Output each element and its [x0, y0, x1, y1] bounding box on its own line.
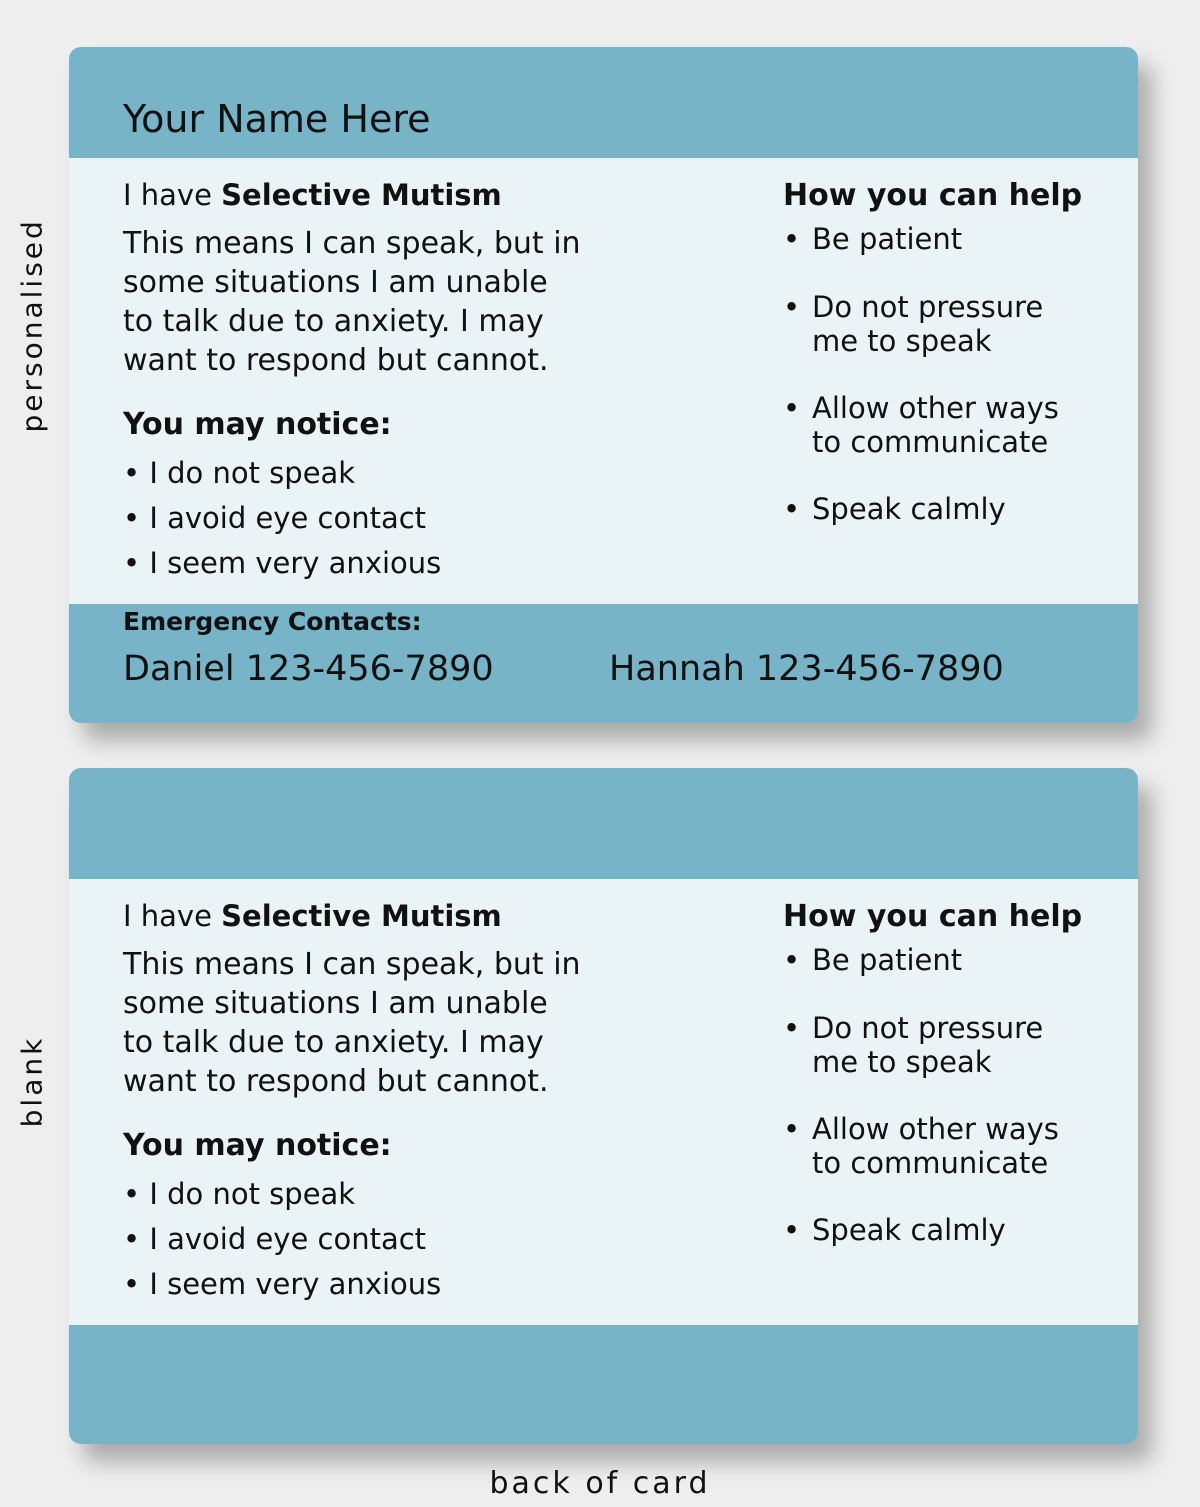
notice-list: [123, 451, 441, 586]
condition-name: Selective Mutism: [221, 178, 502, 212]
description-line: want to respond but cannot.: [123, 343, 549, 378]
help-heading: How you can help: [783, 178, 1083, 213]
help-item-text: Speak calmly: [812, 492, 1006, 526]
description-line: This means I can speak, but in: [123, 226, 581, 261]
help-item-text: Allow other ways: [812, 391, 1059, 425]
blank-card: [69, 768, 1138, 1444]
notice-item: • I avoid eye contact: [123, 501, 427, 535]
help-item-text: me to speak: [812, 324, 992, 358]
card-header-band: [69, 768, 1138, 879]
notice-list: [123, 1172, 441, 1307]
help-item-text: Allow other ways: [812, 1112, 1059, 1146]
bullet-icon: •: [783, 492, 801, 526]
help-item: [783, 1213, 1006, 1247]
emergency-contact: Hannah 123-456-7890: [609, 649, 1004, 689]
help-item-text: me to speak: [812, 1045, 992, 1079]
bullet-icon: •: [783, 1011, 801, 1045]
bullet-icon: •: [783, 1112, 801, 1146]
help-heading: How you can help: [783, 899, 1083, 934]
bullet-icon: •: [783, 943, 801, 977]
help-item: [783, 1112, 1059, 1180]
bullet-icon: •: [783, 222, 801, 256]
intro-prefix: I have: [123, 178, 222, 212]
bullet-icon: •: [783, 1213, 801, 1247]
help-item: [783, 290, 1043, 358]
help-item-text: Be patient: [812, 222, 963, 256]
condition-statement: [123, 899, 502, 933]
condition-description: [123, 945, 643, 1101]
notice-item: • I seem very anxious: [123, 1267, 442, 1301]
card-footer-band: [69, 1325, 1138, 1444]
description-line: some situations I am unable: [123, 986, 548, 1021]
help-item-text: to communicate: [812, 1146, 1049, 1180]
back-of-card-caption: back of card: [489, 1466, 711, 1501]
description-line: to talk due to anxiety. I may: [123, 1025, 544, 1060]
help-item-text: Do not pressure: [812, 290, 1044, 324]
help-item-text: to communicate: [812, 425, 1049, 459]
condition-name: Selective Mutism: [221, 899, 502, 933]
help-item-text: Speak calmly: [812, 1213, 1006, 1247]
notice-heading: You may notice:: [123, 407, 392, 442]
notice-item: • I do not speak: [123, 456, 356, 490]
personalised-label: personalised: [15, 218, 49, 433]
condition-description: [123, 224, 643, 380]
emergency-contacts-heading: Emergency Contacts:: [123, 607, 422, 636]
notice-item: • I avoid eye contact: [123, 1222, 427, 1256]
intro-prefix: I have: [123, 899, 222, 933]
emergency-contact: Daniel 123-456-7890: [123, 649, 494, 689]
card-holder-name: Your Name Here: [123, 97, 431, 141]
condition-statement: [123, 178, 502, 212]
bullet-icon: •: [783, 290, 801, 324]
help-item: [783, 222, 962, 256]
description-line: to talk due to anxiety. I may: [123, 304, 544, 339]
help-item: [783, 492, 1006, 526]
description-line: This means I can speak, but in: [123, 947, 581, 982]
help-item: [783, 943, 962, 977]
notice-heading: You may notice:: [123, 1128, 392, 1163]
bullet-icon: •: [783, 391, 801, 425]
help-item: [783, 1011, 1043, 1079]
personalised-card: [69, 47, 1138, 723]
help-item-text: Do not pressure: [812, 1011, 1044, 1045]
description-line: want to respond but cannot.: [123, 1064, 549, 1099]
blank-label: blank: [15, 1035, 49, 1128]
description-line: some situations I am unable: [123, 265, 548, 300]
help-item: [783, 391, 1059, 459]
notice-item: • I do not speak: [123, 1177, 356, 1211]
help-item-text: Be patient: [812, 943, 963, 977]
notice-item: • I seem very anxious: [123, 546, 442, 580]
